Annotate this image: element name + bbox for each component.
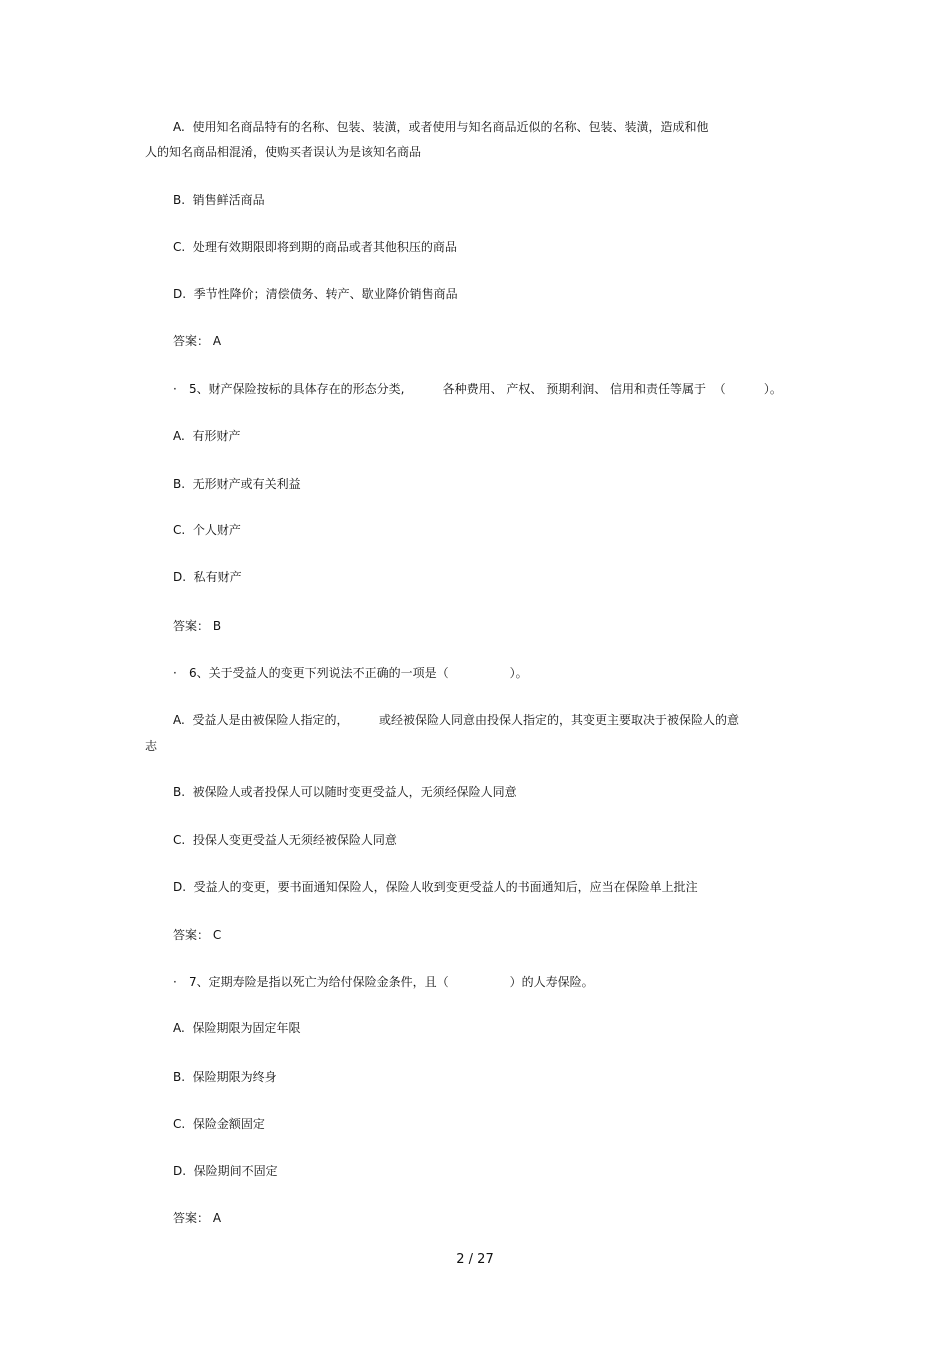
q6-bullet: · (173, 666, 177, 680)
q5-option-b: B. 无形财产或有关利益 (173, 477, 301, 491)
q4-option-a-line2: 人的知名商品相混淆，使购买者误认为是该知名商品 (145, 145, 422, 159)
q7-answer: 答案： A (173, 1211, 222, 1225)
q5-bullet: · (173, 382, 177, 396)
q6-option-a-line2: 志 (145, 739, 158, 753)
q6-question: 6、关于受益人的变更下列说法不正确的一项是（ ）。 (189, 666, 528, 680)
q4-answer: 答案： A (173, 334, 222, 348)
q4-option-a-line1: A. 使用知名商品特有的名称、包装、装潢，或者使用与知名商品近似的名称、包装、装潢，造成和他 (173, 120, 709, 134)
q6-option-b: B. 被保险人或者投保人可以随时变更受益人，无须经保险人同意 (173, 785, 517, 799)
q5-option-a: A. 有形财产 (173, 429, 241, 443)
q4-option-b: B. 销售鲜活商品 (173, 193, 265, 207)
q7-option-d: D. 保险期间不固定 (173, 1164, 278, 1178)
q7-option-a: A. 保险期限为固定年限 (173, 1021, 301, 1035)
page-number: 2 / 27 (456, 1252, 494, 1267)
q7-option-c: C. 保险金额固定 (173, 1117, 265, 1131)
q4-option-c: C. 处理有效期限即将到期的商品或者其他积压的商品 (173, 240, 457, 254)
q7-bullet: · (173, 975, 177, 989)
q5-option-d: D. 私有财产 (173, 570, 242, 584)
q5-option-c: C. 个人财产 (173, 523, 241, 537)
q6-option-c: C. 投保人变更受益人无须经被保险人同意 (173, 833, 397, 847)
q4-option-d: D. 季节性降价；清偿债务、转产、歇业降价销售商品 (173, 287, 458, 301)
q6-answer: 答案： C (173, 928, 222, 942)
q6-option-d: D. 受益人的变更，要书面通知保险人，保险人收到变更受益人的书面通知后，应当在保险单上批注 (173, 880, 698, 894)
q7-question: 7、定期寿险是指以死亡为给付保险金条件，且（ ）的人寿保险。 (189, 975, 594, 989)
q5-question: 5、财产保险按标的具体存在的形态分类, 各种费用、 产权、 预期利润、 信用和责任等属于 （ ）。 (189, 382, 782, 396)
q6-option-a-line1: A. 受益人是由被保险人指定的， 或经被保险人同意由投保人指定的，其变更主要取决于被保险人的意 (173, 713, 739, 727)
q5-answer: 答案： B (173, 619, 222, 633)
q7-option-b: B. 保险期限为终身 (173, 1070, 277, 1084)
